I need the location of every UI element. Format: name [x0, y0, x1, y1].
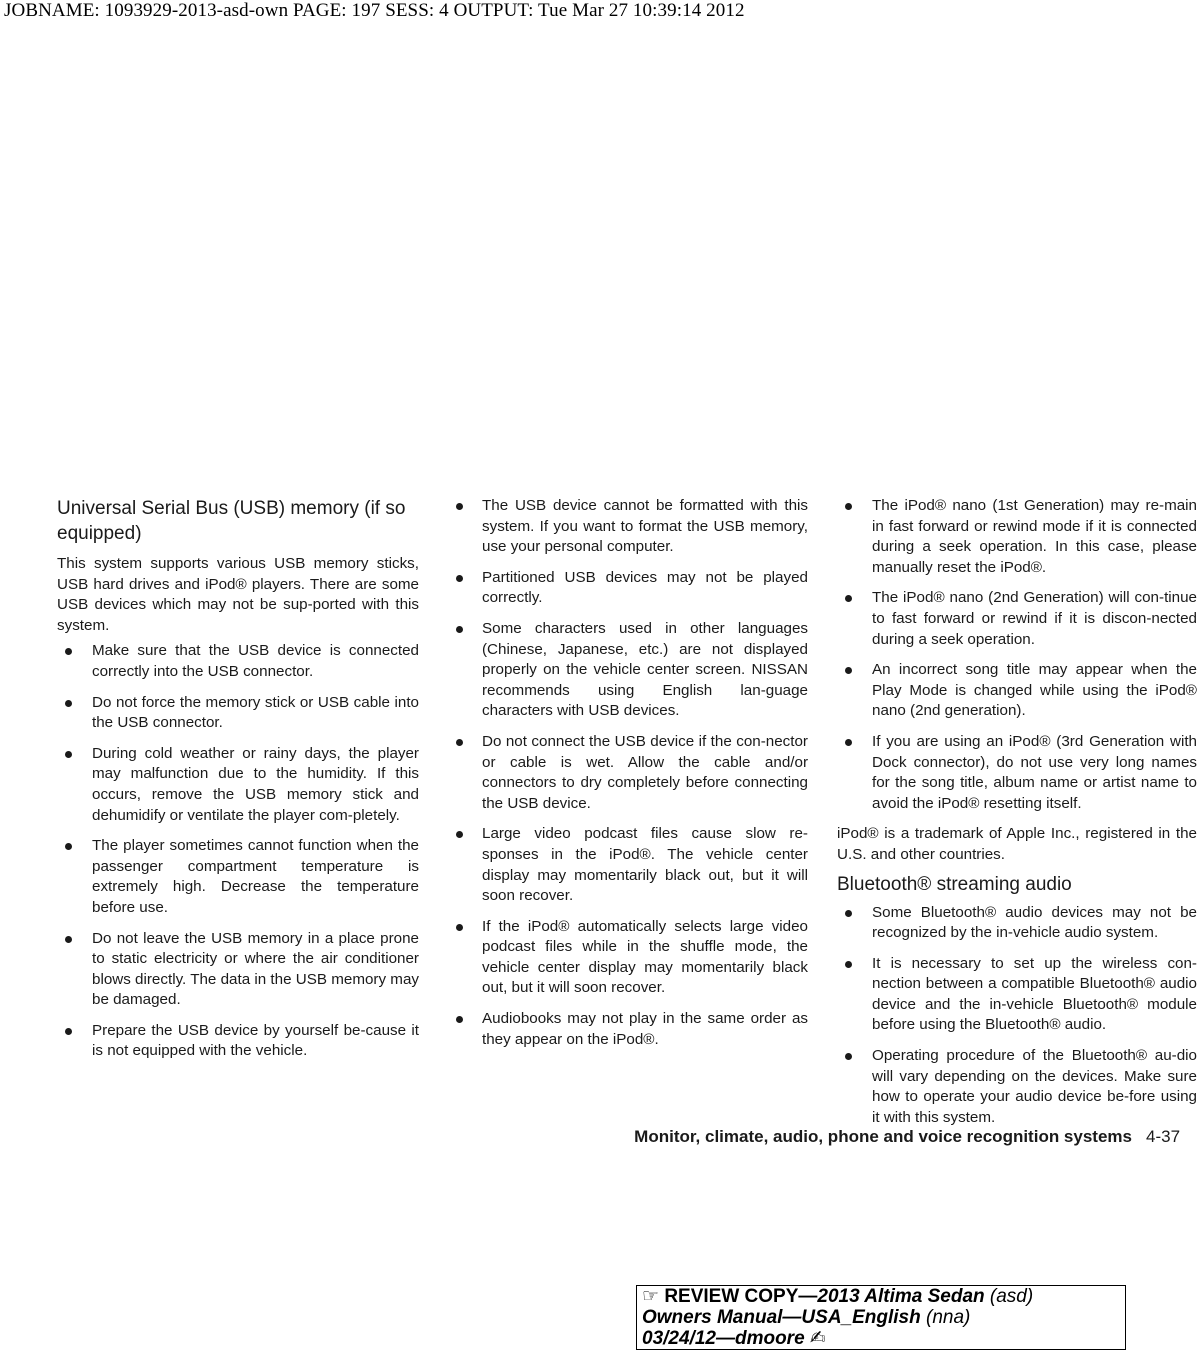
- column-2: [453, 496, 808, 1060]
- bullet-icon: [65, 843, 72, 850]
- list-item: Some characters used in other languages (Chinese, Japanese, etc.) are not displayed properly on the vehicle center screen. NISSAN recommends using English lan-guage characters with USB devices.: [453, 619, 808, 722]
- usb-bullet-list: [57, 641, 419, 1062]
- bluetooth-audio-heading: Bluetooth® streaming audio: [837, 873, 1072, 895]
- bullet-icon: [65, 648, 72, 655]
- list-item: During cold weather or rainy days, the player may malfunction due to the humidity. If this occurs, remove the USB memory stick and dehumidify or ventilate the player com-pletely.: [57, 744, 419, 826]
- list-item: Make sure that the USB device is connected correctly into the USB connector.: [57, 641, 419, 682]
- list-item: The player sometimes cannot function when the passenger compartment temperature is extremely high. Decrease the temperature before use.: [57, 836, 419, 918]
- page-number: 4-37: [1146, 1127, 1181, 1146]
- bullet-icon: [65, 1028, 72, 1035]
- review-line-3: 03/24/12—dmoore ✍: [642, 1328, 826, 1349]
- bullet-icon: [456, 739, 463, 746]
- footer-section-title: Monitor, climate, audio, phone and voice recognition systems: [634, 1127, 1132, 1146]
- trademark-note: iPod® is a trademark of Apple Inc., registered in the U.S. and other countries.: [837, 825, 1197, 863]
- bullet-icon: [65, 700, 72, 707]
- list-item: The USB device cannot be formatted with this system. If you want to format the USB memory, use your personal computer.: [453, 496, 808, 558]
- usb-intro-paragraph: This system supports various USB memory sticks, USB hard drives and iPod® players. There are some USB devices which may not be sup-ported with this system.: [57, 555, 419, 634]
- review-copy-box: [636, 1285, 1126, 1350]
- list-item: Do not force the memory stick or USB cable into the USB connector.: [57, 693, 419, 734]
- bullet-icon: [456, 575, 463, 582]
- usb-memory-heading: Universal Serial Bus (USB) memory (if so equipped): [57, 498, 406, 544]
- bullet-icon: [65, 936, 72, 943]
- list-item: Large video podcast files cause slow re-sponses in the iPod®. The vehicle center display may momentarily black out, but it will soon recover.: [453, 824, 808, 906]
- review-line-2: Owners Manual—USA_English (nna): [642, 1307, 971, 1328]
- bullet-icon: [845, 503, 852, 510]
- list-item: The iPod® nano (2nd Generation) will con-tinue to fast forward or rewind if it is discon-nected during a seek operation.: [837, 588, 1197, 650]
- bullet-icon: [456, 831, 463, 838]
- pointing-hand-icon: ☞: [642, 1286, 660, 1307]
- column-3: [837, 496, 1197, 1138]
- list-item: The iPod® nano (1st Generation) may re-main in fast forward or rewind mode if it is connected during a seek operation. In this case, please manually reset the iPod®.: [837, 496, 1197, 578]
- list-item: Prepare the USB device by yourself be-cause it is not equipped with the vehicle.: [57, 1021, 419, 1062]
- bullet-icon: [845, 667, 852, 674]
- bullet-icon: [456, 1016, 463, 1023]
- bullet-icon: [845, 1053, 852, 1060]
- bullet-icon: [845, 910, 852, 917]
- list-item: Audiobooks may not play in the same order as they appear on the iPod®.: [453, 1009, 808, 1050]
- bluetooth-bullet-list: [837, 903, 1197, 1129]
- bullet-icon: [845, 595, 852, 602]
- list-item: Partitioned USB devices may not be played correctly.: [453, 568, 808, 609]
- list-item: It is necessary to set up the wireless con-nection between a compatible Bluetooth® audio device and the in-vehicle Bluetooth® module before using the Bluetooth® audio.: [837, 954, 1197, 1036]
- writing-hand-icon: ✍: [809, 1328, 826, 1349]
- bullet-icon: [456, 503, 463, 510]
- bullet-icon: [845, 961, 852, 968]
- list-item: Operating procedure of the Bluetooth® au-dio will vary depending on the devices. Make sure how to operate your audio device be-fore using it with this system.: [837, 1046, 1197, 1128]
- column-1: [57, 496, 419, 1072]
- bullet-icon: [65, 751, 72, 758]
- list-item: Some Bluetooth® audio devices may not be recognized by the in-vehicle audio system.: [837, 903, 1197, 944]
- list-item: An incorrect song title may appear when the Play Mode is changed while using the iPod® nano (2nd generation).: [837, 660, 1197, 722]
- review-line-1: ☞ REVIEW COPY—2013 Altima Sedan (asd): [642, 1286, 1034, 1307]
- list-item: If the iPod® automatically selects large video podcast files while in the shuffle mode, the vehicle center display may momentarily black out, but it will soon recover.: [453, 917, 808, 999]
- list-item: Do not connect the USB device if the con-nector or cable is wet. Allow the cable and/or connectors to dry completely before connecting the USB device.: [453, 732, 808, 814]
- usb-bullet-list-continued: [453, 496, 808, 1050]
- list-item: Do not leave the USB memory in a place prone to static electricity or where the air conditioner blows directly. The data in the USB memory may be damaged.: [57, 929, 419, 1011]
- list-item: If you are using an iPod® (3rd Generation with Dock connector), do not use very long names for the song title, album name or artist name to avoid the iPod® resetting itself.: [837, 732, 1197, 814]
- ipod-bullet-list: [837, 496, 1197, 814]
- bullet-icon: [456, 924, 463, 931]
- job-header: JOBNAME: 1093929-2013-asd-own PAGE: 197 SESS: 4 OUTPUT: Tue Mar 27 10:39:14 2012: [4, 0, 745, 21]
- bullet-icon: [845, 739, 852, 746]
- bullet-icon: [456, 626, 463, 633]
